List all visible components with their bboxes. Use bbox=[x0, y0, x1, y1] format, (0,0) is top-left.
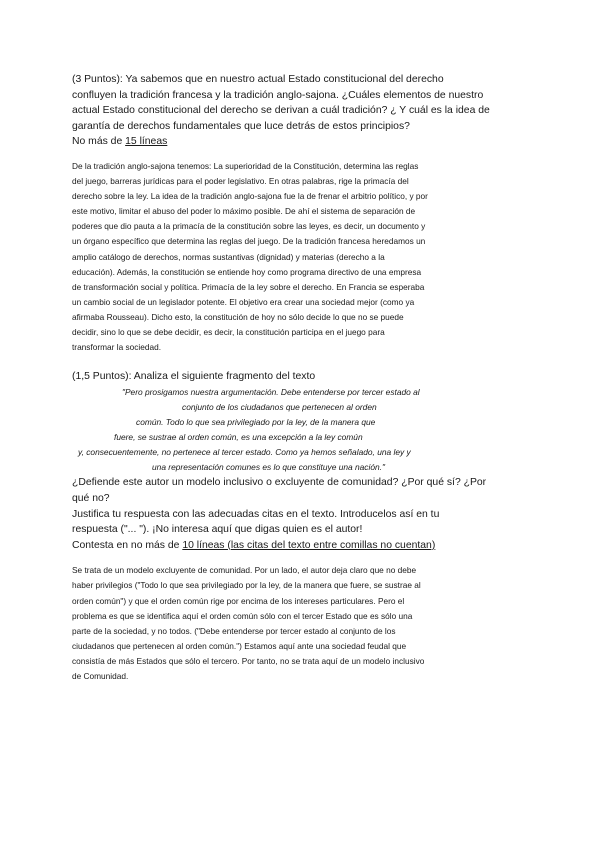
question-2-line: respuesta ("... "). ¡No interesa aquí que digas quien es el autor! bbox=[72, 524, 363, 536]
answer-1-line: transformar la sociedad. bbox=[72, 342, 162, 353]
quote-line: "Pero prosigamos nuestra argumentación. Debe entenderse por tercer estado al bbox=[122, 386, 420, 397]
answer-2-line: de Comunidad. bbox=[72, 670, 129, 681]
quote-line: fuere, se sustrae al orden común, es una excepción a la ley común bbox=[114, 432, 363, 443]
answer-1-line: un órgano específico que determina las reglas del juego. De la tradición francesa heredamos un bbox=[72, 236, 426, 247]
answer-1-line: de transformación social y política. Primacía de la ley sobre el derecho. En Francia se esperaba bbox=[72, 281, 425, 292]
quote-line: conjunto de los ciudadanos que pertenecen al orden bbox=[182, 401, 377, 412]
answer-1-line: amplio catálogo de derechos, normas sustantivas (dignidad) y materias (derecho a la bbox=[72, 251, 385, 262]
answer-2-line: haber privilegios ("Todo lo que sea privilegiado por la ley, de la manera que fuere, se sustrae al bbox=[72, 580, 421, 591]
limit-value: 15 líneas bbox=[125, 136, 168, 148]
answer-1 bbox=[72, 159, 532, 355]
answer-2-line: ciudadanos que pertenecen al orden común.") Estamos aquí ante una sociedad feudal que bbox=[72, 640, 407, 651]
question-2-heading: (1,5 Puntos): Analiza el siguiente fragmento del texto bbox=[72, 371, 316, 383]
question-2-limit bbox=[72, 538, 532, 554]
answer-1-line: un cambio social de un legislador potente. El objetivo era crear una sociedad mejor (como ya bbox=[72, 296, 415, 307]
answer-1-line: educación). Además, la constitución se entiende hoy como programa directivo de una empresa bbox=[72, 266, 422, 277]
question-2-line: Justifica tu respuesta con las adecuadas citas en el texto. Introducelos así en tu bbox=[72, 508, 440, 520]
answer-1-line: De la tradición anglo-sajona tenemos: La superioridad de la Constitución, determina las reglas bbox=[72, 160, 419, 171]
answer-1-line: del juego, barreras jurídicas para el poder legislativo. En otras palabras, rige la primacía del bbox=[72, 176, 409, 187]
quote-line: común. Todo lo que sea privilegiado por la ley, de la manera que bbox=[136, 416, 376, 427]
answer-1-line: afirmaba Rousseau). Dicho esto, la constitución de hoy no sólo decide lo que no se puede bbox=[72, 311, 404, 322]
quote-line: y, consecuentemente, no pertenece al tercer estado. Como ya hemos señalado, una ley y bbox=[78, 447, 411, 458]
answer-1-line: poderes que dio pauta a la primacía de la constitución sobre las leyes, es decir, un documento y bbox=[72, 221, 426, 232]
limit-prefix: No más de bbox=[72, 136, 126, 148]
question-1-line: garantía de derechos fundamentales que luce detrás de estos principios? bbox=[72, 120, 410, 132]
limit-value: 10 líneas (las citas del texto entre comillas no cuentan) bbox=[182, 539, 436, 551]
answer-2 bbox=[72, 563, 532, 684]
document-page bbox=[72, 72, 532, 684]
quote-line: una representación comunes es lo que constituye una nación." bbox=[152, 462, 385, 473]
question-1-line: (3 Puntos): Ya sabemos que en nuestro actual Estado constitucional del derecho bbox=[72, 74, 444, 85]
question-2-line: qué no? bbox=[72, 492, 110, 504]
question-1-line: actual Estado constitucional del derecho se derivan a cuál tradición? ¿ Y cuál es la idea de bbox=[72, 105, 490, 117]
question-1-line: confluyen la tradición francesa y la tradición anglo-sajona. ¿Cuáles elementos de nuestro bbox=[72, 89, 484, 101]
answer-1-line: este motivo, limitar el abuso del poder lo máximo posible. De ahí el sistema de separación de bbox=[72, 206, 416, 217]
answer-2-line: orden común") y que el orden común rige por encima de los intereses particulares. Pero el bbox=[72, 595, 405, 606]
answer-2-line: parte de la sociedad, y no todos. ("Debe entenderse por tercer estado al conjunto de los bbox=[72, 625, 396, 636]
question-1-limit bbox=[72, 134, 532, 150]
question-2 bbox=[72, 369, 532, 553]
question-2-line: ¿Defiende este autor un modelo inclusivo o excluyente de comunidad? ¿Por qué sí? ¿Por bbox=[72, 477, 487, 489]
answer-2-line: Se trata de un modelo excluyente de comunidad. Por un lado, el autor deja claro que no debe bbox=[72, 565, 417, 576]
question-1 bbox=[72, 72, 532, 150]
answer-1-line: derecho sobre la ley. La idea de la tradición anglo-sajona fue la de frenar el arbitrio político, y por bbox=[72, 191, 428, 202]
limit-prefix: Contesta en no más de bbox=[72, 539, 183, 551]
answer-2-line: problema es que se identifica aquí el orden común sólo con el tercer Estado que es sólo una bbox=[72, 610, 413, 621]
answer-2-line: consistía de más Estados que sólo el tercero. Por tanto, no se trata aquí de un modelo inclusivo bbox=[72, 655, 425, 666]
answer-1-line: decidir, sino lo que se debe decidir, es decir, la constitución participa en el juego para bbox=[72, 327, 385, 337]
